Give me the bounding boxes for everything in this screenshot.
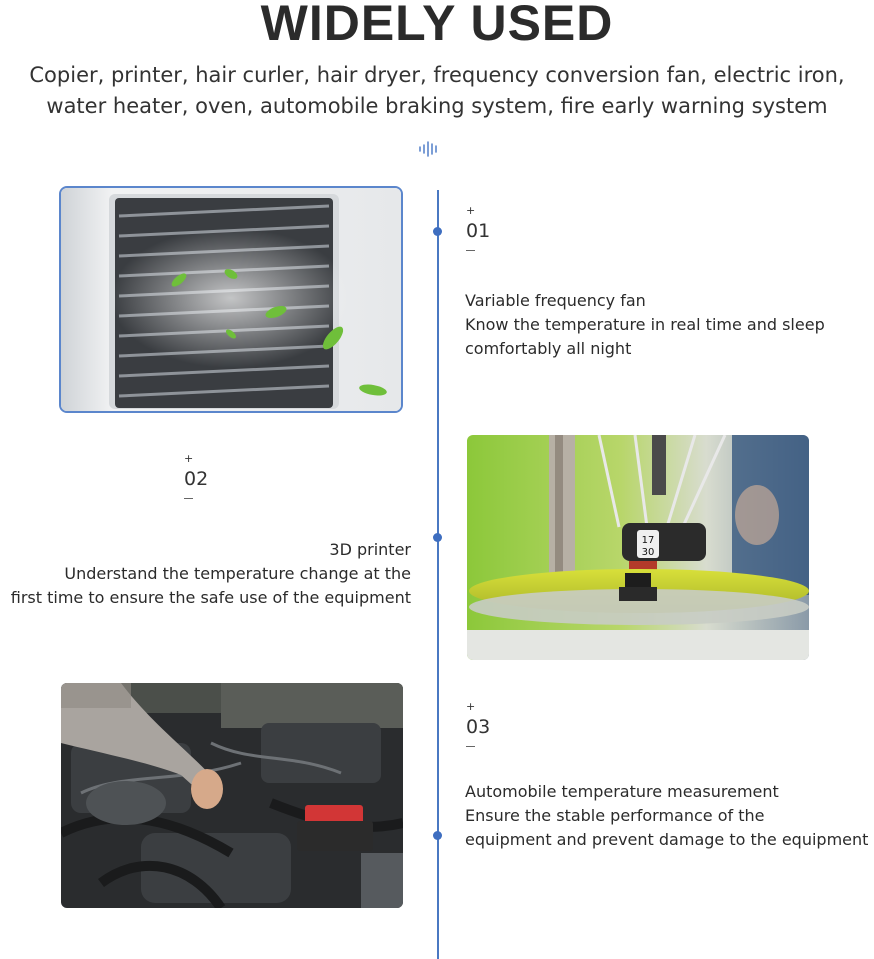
item-02-plus: + [184,452,194,465]
item-01-dash [466,250,475,251]
item-02-dash [184,498,193,499]
timeline-dot-1 [433,227,442,236]
item-01-number: 01 [466,220,491,242]
3d-printer-photo [467,435,809,660]
item-03-dash [466,746,475,747]
item-01-line-2: comfortably all night [465,339,632,358]
item-03-title: Automobile temperature measurement [465,782,779,801]
item-01-plus: + [466,204,476,217]
item-01-title: Variable frequency fan [465,291,646,310]
page-subtitle [0,60,874,122]
item-02-description [0,538,411,610]
item-02-number: 02 [184,468,209,490]
fan-photo [59,186,403,413]
item-03-line-2: equipment and prevent damage to the equipment [465,830,869,849]
item-01-line-1: Know the temperature in real time and sleep [465,315,825,334]
timeline-dot-2 [433,533,442,542]
printer-display-bottom: 30 [641,547,655,558]
item-03-number-block [466,701,490,747]
page-title: WIDELY USED [260,0,614,51]
printer-display-top: 17 [641,535,655,546]
item-02-title: 3D printer [329,540,411,559]
item-03-plus: + [466,700,476,713]
timeline-dot-3 [433,831,442,840]
item-03-line-1: Ensure the stable performance of the [465,806,765,825]
sound-wave-icon [417,140,441,158]
item-02-number-block [184,453,208,499]
item-02-line-2: first time to ensure the safe use of the equipment [10,588,411,607]
item-03-description [465,780,874,852]
item-02-line-1: Understand the temperature change at the [64,564,411,583]
subtitle-line-1: Copier, printer, hair curler, hair dryer, frequency conversion fan, electric iron, [29,63,845,87]
item-01-description [465,289,865,361]
car-engine-photo [61,683,403,908]
item-01-number-block [466,205,490,251]
item-03-number: 03 [466,716,491,738]
timeline-line [437,190,439,959]
subtitle-line-2: water heater, oven, automobile braking system, fire early warning system [46,94,828,118]
